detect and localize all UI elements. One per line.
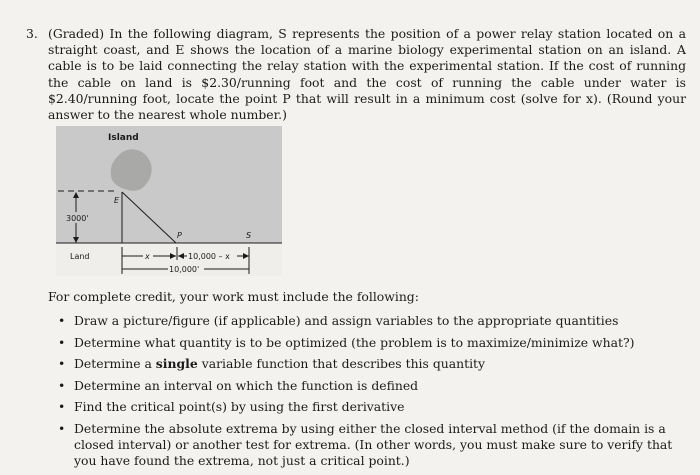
bullet-icon: • — [58, 399, 66, 414]
requirement-text: Determine an interval on which the function is defined — [74, 377, 419, 393]
requirement-text: Draw a picture/figure (if applicable) and assign variables to the appropriate quantities — [74, 313, 619, 328]
bullet-icon: • — [58, 356, 66, 371]
total-distance-label: 10,000' — [169, 265, 200, 274]
problem-text: (Graded) In the following diagram, S represents the position of a power relay station located on a straight coast, and E shows the location of a marine biology experimental station on an island. A cable is to be laid connecting the relay station with the experimental station. If the cost of running the cable on land is $2.30/running foot and the cost of running the cable under water is $2.40/running foot, locate the point P that will result in a minimum cost (solve for x). (Round your answer to the nearest whole number.) — [48, 26, 686, 123]
water-region — [56, 126, 282, 243]
point-s-label: S — [246, 231, 252, 240]
problem-number: 3. — [26, 26, 38, 41]
requirements-list — [56, 313, 688, 474]
island-label: Island — [108, 133, 139, 143]
requirement-item — [56, 378, 688, 394]
requirement-text: Determine what quantity is to be optimized (the problem is to maximize/minimize what?) — [74, 334, 635, 350]
requirements-intro: For complete credit, your work must include the following: — [48, 289, 419, 304]
bullet-icon: • — [58, 334, 66, 350]
distance-3000-label: 3000' — [66, 214, 89, 223]
requirement-item — [56, 313, 688, 329]
requirement-text: Determine the absolute extrema by using either the closed interval method (if the domain is a closed interval) or another test for extrema. (In other words, you must make sure to verify that you have found the extrema, not just a critical point.) — [74, 420, 673, 468]
requirement-item — [56, 356, 688, 372]
emphasis-single: single — [155, 356, 198, 371]
land-label: Land — [70, 252, 90, 261]
point-p-label: P — [177, 231, 182, 240]
requirement-item — [56, 399, 688, 415]
requirement-text: Find the critical point(s) by using the first derivative — [74, 399, 405, 414]
bullet-icon: • — [58, 313, 66, 328]
diagram — [56, 126, 282, 276]
requirement-item — [56, 335, 688, 351]
diagram-svg — [56, 126, 282, 276]
bullet-icon: • — [58, 420, 66, 436]
problem-statement — [26, 26, 686, 123]
x-label: x — [145, 252, 150, 261]
bullet-icon: • — [58, 377, 66, 393]
requirement-item — [56, 421, 688, 469]
remaining-distance-label: 10,000 – x — [188, 252, 230, 261]
requirement-text: Determine a single variable function that describes this quantity — [74, 356, 486, 371]
point-e-label: E — [114, 196, 120, 205]
